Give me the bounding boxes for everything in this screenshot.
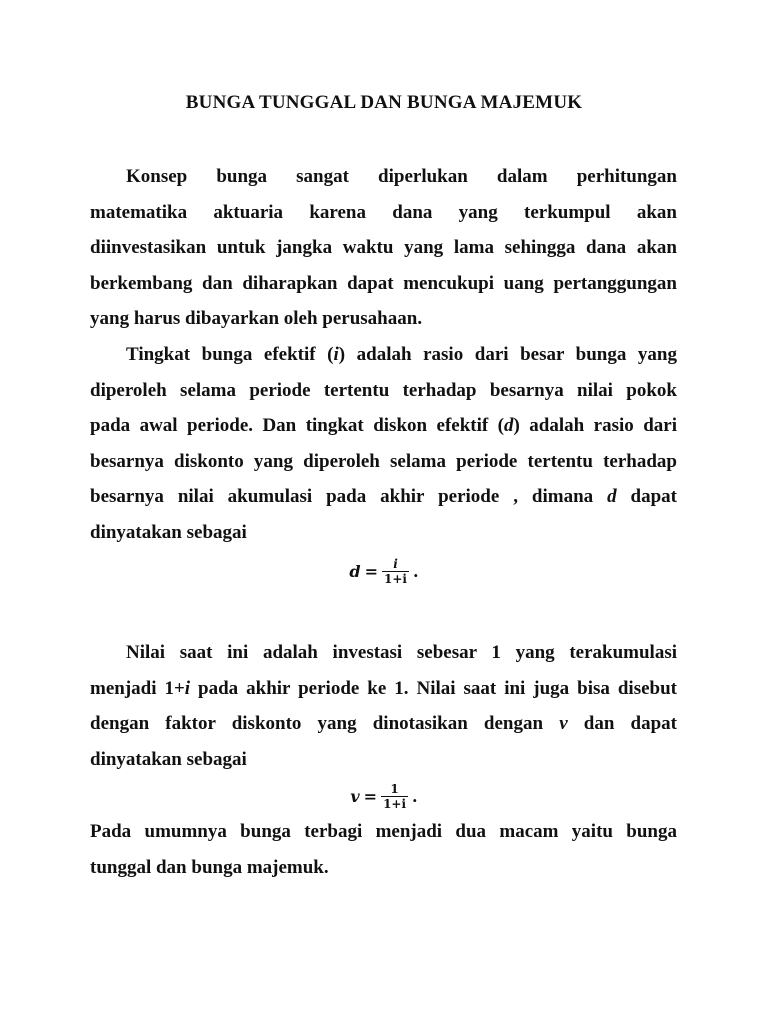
fraction-numerator: 1 (390, 782, 399, 796)
text-segment: menjadi 1+ (90, 677, 185, 699)
paragraph-line: berkembang dan diharapkan dapat mencukupi uang pertanggungan (90, 272, 677, 294)
paragraph-line (90, 408, 677, 444)
variable-i: i (184, 677, 191, 699)
fraction-denominator: 1+i (383, 797, 407, 811)
text-segment: besarnya nilai akumulasi pada akhir periode , dimana (90, 486, 608, 508)
paragraph-4 (90, 814, 677, 885)
paragraph-line: Pada umumnya bunga terbagi menjadi dua macam yaitu bunga (90, 821, 677, 842)
paragraph-line: Konsep bunga sangat diperlukan dalam perhitungan (126, 166, 677, 187)
text-segment: Tingkat bunga efektif ( (126, 344, 334, 365)
variable-i: i (333, 344, 339, 365)
paragraph-line: besarnya diskonto yang diperoleh selama periode tertentu terhadap (90, 450, 677, 472)
paragraph-line: diinvestasikan untuk jangka waktu yang lama sehingga dana akan (90, 237, 677, 259)
text-segment: pada awal periode. Dan tingkat diskon efektif ( (90, 415, 505, 437)
text-segment: pada akhir periode ke 1. Nilai saat ini juga bisa disebut (190, 677, 677, 699)
paragraph-line: yang harus dibayarkan oleh perusahaan. (90, 308, 423, 330)
paragraph-line: diperoleh selama periode tertentu terhadap besarnya nilai pokok (90, 379, 677, 401)
formula-d (0, 557, 768, 586)
formula-tail: . (412, 562, 419, 581)
paragraph-line: dinyatakan sebagai (90, 521, 247, 543)
paragraph-2 (90, 337, 677, 551)
text-segment: dengan faktor diskonto yang dinotasikan dengan (90, 713, 560, 735)
variable-v: v (559, 713, 568, 735)
paragraph-1 (90, 159, 677, 337)
paragraph-3 (90, 635, 677, 777)
paragraph-line (90, 706, 677, 742)
text-segment: ) adalah rasio dari (513, 415, 677, 437)
formula-lhs: d (349, 562, 361, 581)
text-segment: dapat (616, 486, 677, 508)
document-title: BUNGA TUNGGAL DAN BUNGA MAJEMUK (185, 92, 583, 113)
formula-expression (349, 557, 418, 586)
fraction (382, 557, 409, 586)
text-segment: dan dapat (567, 713, 677, 735)
paragraph-line: dinyatakan sebagai (90, 748, 247, 770)
text-segment: ) adalah rasio dari besar bunga yang (338, 344, 677, 365)
paragraph-line (90, 671, 677, 707)
formula-equals: = (364, 562, 379, 581)
formula-equals: = (363, 787, 378, 806)
fraction-numerator: i (393, 557, 398, 571)
formula-expression (350, 782, 417, 811)
fraction (381, 782, 408, 811)
paragraph-line: Nilai saat ini adalah investasi sebesar 1 yang terakumulasi (126, 642, 677, 663)
fraction-denominator: 1+i (384, 572, 407, 586)
formula-lhs: v (350, 787, 360, 806)
paragraph-line: tunggal dan bunga majemuk. (90, 856, 329, 878)
paragraph-line (90, 337, 677, 373)
paragraph-line: matematika aktuaria karena dana yang terkumpul akan (90, 201, 677, 223)
variable-d: d (607, 486, 617, 508)
paragraph-line (90, 479, 677, 515)
formula-v (0, 782, 768, 811)
variable-d: d (504, 415, 514, 437)
formula-tail: . (412, 787, 418, 806)
